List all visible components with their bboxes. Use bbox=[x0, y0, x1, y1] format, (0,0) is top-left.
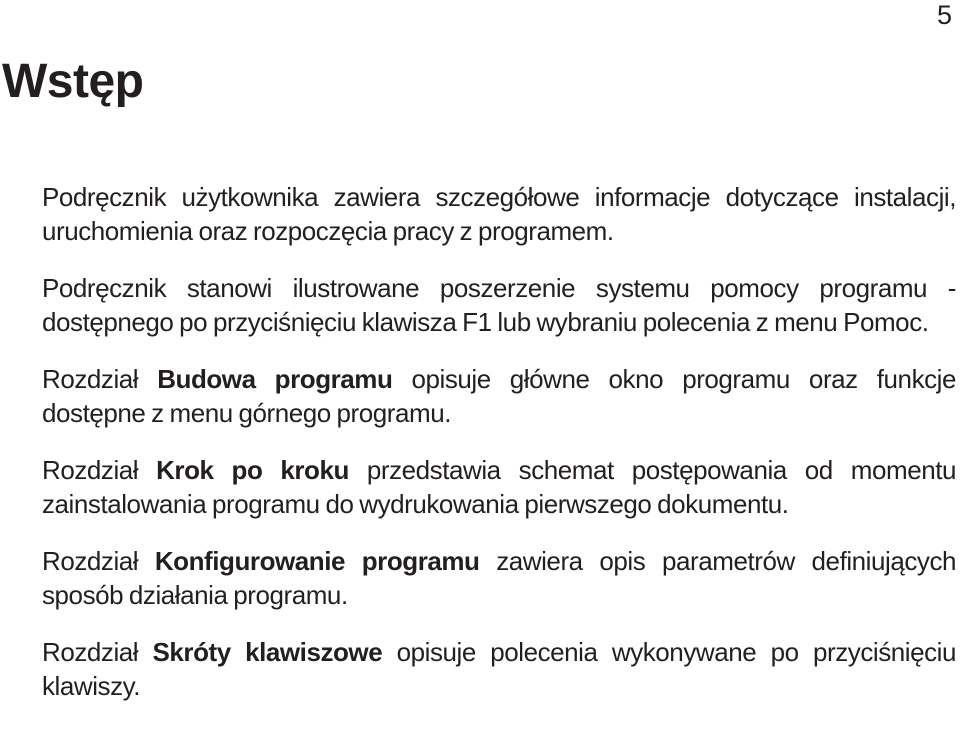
paragraph-suffix: zawiera opis parametrów definiujących sposób działania programu. bbox=[42, 546, 957, 610]
paragraph-help bbox=[42, 271, 956, 339]
chapter-name: Konfigurowanie programu bbox=[154, 546, 480, 576]
paragraph-skroty bbox=[42, 635, 956, 703]
paragraph-budowa bbox=[42, 362, 956, 430]
chapter-name: Budowa programu bbox=[157, 364, 393, 394]
paragraph-suffix: przedstawia schemat postępowania od momentu zainstalowania programu do wydrukowania pierwszego dokumentu. bbox=[42, 455, 956, 519]
paragraph-suffix: opisuje polecenia wykonywane po przyciśnięciu klawiszy. bbox=[42, 637, 956, 701]
paragraph-text: Podręcznik użytkownika zawiera szczegółowe informacje dotyczące instalacji, uruchomienia oraz rozpoczęcia pracy z programem. bbox=[42, 182, 956, 246]
paragraph-prefix: Rozdział bbox=[42, 455, 157, 485]
paragraph-konfiguracja bbox=[42, 544, 956, 612]
body-text bbox=[42, 180, 956, 726]
paragraph-krok bbox=[42, 453, 956, 521]
page-number: 5 bbox=[936, 0, 952, 30]
paragraph-prefix: Rozdział bbox=[42, 364, 158, 394]
paragraph-suffix: opisuje główne okno programu oraz funkcje dostępne z menu górnego programu. bbox=[42, 364, 957, 428]
paragraph-intro bbox=[42, 180, 956, 248]
chapter-name: Skróty klawiszowe bbox=[152, 637, 383, 667]
paragraph-text: Podręcznik stanowi ilustrowane poszerzenie systemu pomocy programu - dostępnego po przyciśnięciu klawisza F1 lub wybraniu polecenia z menu Pomoc. bbox=[42, 273, 956, 337]
paragraph-prefix: Rozdział bbox=[42, 546, 155, 576]
page-title: Wstęp bbox=[2, 55, 144, 108]
chapter-name: Krok po kroku bbox=[156, 455, 349, 485]
paragraph-prefix: Rozdział bbox=[42, 637, 153, 667]
